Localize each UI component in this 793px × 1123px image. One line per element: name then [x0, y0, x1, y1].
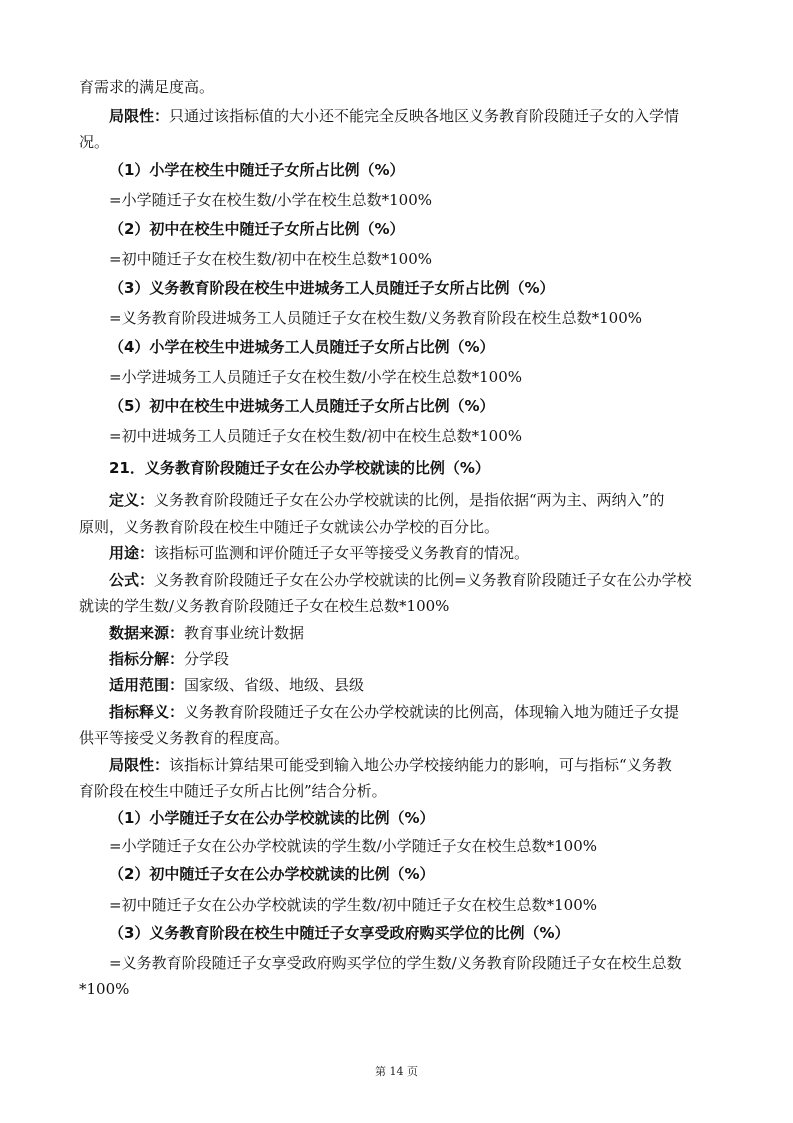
formula-line: =小学进城务工人员随迁子女在校生数/小学在校生总数*100%	[109, 368, 523, 386]
subheading: （3）义务教育阶段在校生中进城务工人员随迁子女所占比例（%）	[109, 279, 555, 297]
subheading: （5）初中在校生中进城务工人员随迁子女所占比例（%）	[109, 397, 495, 415]
definition-label: 定义：	[109, 491, 155, 509]
paragraph-line: 育需求的满足度高。	[79, 78, 215, 96]
formula-line: =初中随迁子女在公办学校就读的学生数/初中随迁子女在校生总数*100%	[109, 896, 598, 914]
subheading: （2）初中在校生中随迁子女所占比例（%）	[109, 220, 405, 238]
formula-def-line	[109, 570, 692, 590]
formula-label: 公式：	[109, 571, 155, 589]
decomposition-line	[109, 649, 229, 669]
limitation-text: 该指标计算结果可能受到输入地公办学校接纳能力的影响，可与指标“义务教	[169, 756, 672, 774]
page-number: 第 14 页	[375, 1065, 418, 1078]
scope-text: 国家级、省级、地级、县级	[184, 676, 365, 694]
paragraph-line: 原则，义务教育阶段在校生中随迁子女就读公办学校的百分比。	[79, 518, 500, 536]
paragraph-line: 况。	[79, 133, 110, 151]
limitation-line	[109, 106, 679, 126]
usage-label: 用途：	[109, 544, 155, 562]
section-heading: 21．义务教育阶段随迁子女在公办学校就读的比例（%）	[109, 459, 490, 477]
paragraph-line: 育阶段在校生中随迁子女所占比例”结合分析。	[79, 782, 387, 800]
subheading: （1）小学随迁子女在公办学校就读的比例（%）	[109, 809, 435, 827]
definition-line	[109, 490, 664, 510]
paragraph-line: 就读的学生数/义务教育阶段随迁子女在校生总数*100%	[79, 597, 450, 615]
formula-line: =小学随迁子女在校生数/小学在校生总数*100%	[109, 191, 433, 209]
formula-line: =义务教育阶段随迁子女享受政府购买学位的学生数/义务教育阶段随迁子女在校生总数	[109, 954, 682, 972]
explanation-label: 指标释义：	[109, 703, 185, 721]
limitation-label: 局限性：	[109, 107, 170, 125]
limitation-text: 只通过该指标值的大小还不能完全反映各地区义务教育阶段随迁子女的入学情	[169, 107, 680, 125]
formula-line: =义务教育阶段进城务工人员随迁子女在校生数/义务教育阶段在校生总数*100%	[109, 309, 643, 327]
decomposition-label: 指标分解：	[109, 650, 185, 668]
decomposition-text: 分学段	[184, 650, 230, 668]
formula-text: 义务教育阶段随迁子女在公办学校就读的比例=义务教育阶段随迁子女在公办学校	[154, 571, 692, 589]
data-source-line	[109, 623, 304, 643]
limitation-label: 局限性：	[109, 756, 170, 774]
explanation-line	[109, 702, 679, 722]
formula-line: =初中进城务工人员随迁子女在校生数/初中在校生总数*100%	[109, 427, 523, 445]
subheading: （1）小学在校生中随迁子女所占比例（%）	[109, 161, 405, 179]
formula-line: *100%	[79, 980, 130, 998]
subheading: （3）义务教育阶段在校生中随迁子女享受政府购买学位的比例（%）	[109, 924, 570, 942]
definition-text: 义务教育阶段随迁子女在公办学校就读的比例，是指依据“两为主、两纳入”的	[154, 491, 665, 509]
paragraph-line: 供平等接受义务教育的程度高。	[79, 729, 290, 747]
limitation-line	[109, 755, 672, 775]
usage-line	[109, 543, 529, 563]
scope-label: 适用范围：	[109, 676, 185, 694]
formula-line: =小学随迁子女在公办学校就读的学生数/小学随迁子女在校生总数*100%	[109, 837, 598, 855]
data-source-label: 数据来源：	[109, 624, 185, 642]
explanation-text: 义务教育阶段随迁子女在公办学校就读的比例高，体现输入地为随迁子女提	[184, 703, 680, 721]
subheading: （2）初中随迁子女在公办学校就读的比例（%）	[109, 865, 435, 883]
subheading: （4）小学在校生中进城务工人员随迁子女所占比例（%）	[109, 338, 495, 356]
usage-text: 该指标可监测和评价随迁子女平等接受义务教育的情况。	[154, 544, 530, 562]
formula-line: =初中随迁子女在校生数/初中在校生总数*100%	[109, 250, 433, 268]
scope-line	[109, 675, 364, 695]
data-source-text: 教育事业统计数据	[184, 624, 305, 642]
